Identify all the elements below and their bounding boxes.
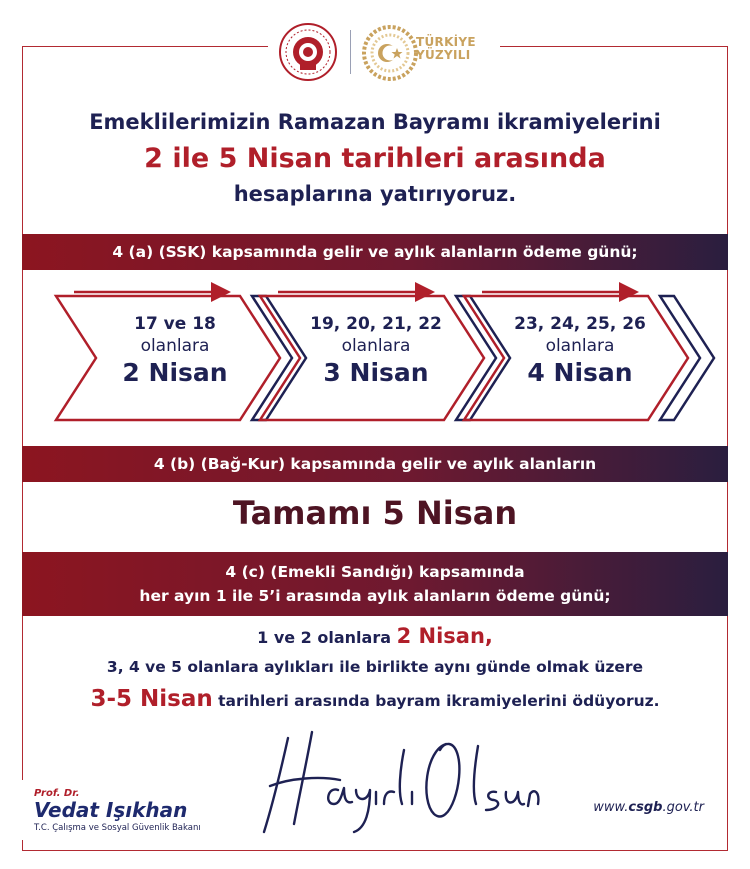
emekli-sandigi-band [22, 552, 728, 616]
step-date: 3 Nisan [323, 358, 429, 387]
emekli-band-line-2: her ayın 1 ile 5’i arasında aylık alanların ödeme günü; [139, 587, 611, 605]
step-date: 2 Nisan [122, 358, 228, 387]
step-date: 4 Nisan [527, 358, 633, 387]
headline-line-3: hesaplarına yatırıyoruz. [233, 182, 517, 206]
ssk-band [22, 234, 728, 270]
minister-block [34, 788, 201, 833]
headline-line-2: 2 ile 5 Nisan tarihleri arasında [144, 143, 606, 174]
emekli-line-1 [0, 624, 750, 648]
century-wordmark: TÜRKİYE YÜZYILI [416, 35, 476, 62]
step-label: olanlara [140, 336, 210, 356]
step-days: 19, 20, 21, 22 [310, 314, 442, 334]
line-1-prefix: 1 ve 2 olanlara [257, 628, 397, 647]
ministry-emblem-icon [278, 22, 338, 82]
line-3-suffix: tarihleri arasında bayram ikramiyelerini ödüyoruz. [212, 692, 660, 710]
minister-title: Prof. Dr. [34, 788, 80, 799]
website-link[interactable]: www.csgb.gov.tr [593, 800, 704, 815]
line-1-date: 2 Nisan, [396, 624, 493, 648]
line-3-date: 3-5 Nisan [90, 686, 213, 712]
minister-name: Vedat Işıkhan [34, 798, 188, 822]
step-days: 17 ve 18 [134, 314, 216, 334]
headline-line-1: Emeklilerimizin Ramazan Bayramı ikramiyelerini [89, 110, 661, 134]
turkiye-century-emblem-icon [360, 24, 420, 82]
hayirli-olsun-signature [250, 720, 540, 840]
emekli-band-line-1: 4 (c) (Emekli Sandığı) kapsamında [225, 563, 525, 581]
minister-role: T.C. Çalışma ve Sosyal Güvenlik Bakanı [34, 823, 201, 833]
ssk-step-3 [485, 314, 675, 387]
step-label: olanlara [545, 336, 615, 356]
bagkur-total-date: Tamamı 5 Nisan [232, 494, 518, 532]
step-days: 23, 24, 25, 26 [514, 314, 646, 334]
emekli-line-3 [0, 686, 750, 712]
emekli-line-2: 3, 4 ve 5 olanlara aylıkları ile birlikte aynı günde olmak üzere [106, 658, 644, 676]
ssk-band-text: 4 (a) (SSK) kapsamında gelir ve aylık alanların ödeme günü; [112, 243, 638, 261]
bagkur-band [22, 446, 728, 482]
step-label: olanlara [341, 336, 411, 356]
bagkur-band-text: 4 (b) (Bağ-Kur) kapsamında gelir ve aylık alanların [153, 455, 597, 473]
logo-separator [350, 30, 351, 74]
ssk-step-1 [80, 314, 270, 387]
ssk-step-2 [281, 314, 471, 387]
